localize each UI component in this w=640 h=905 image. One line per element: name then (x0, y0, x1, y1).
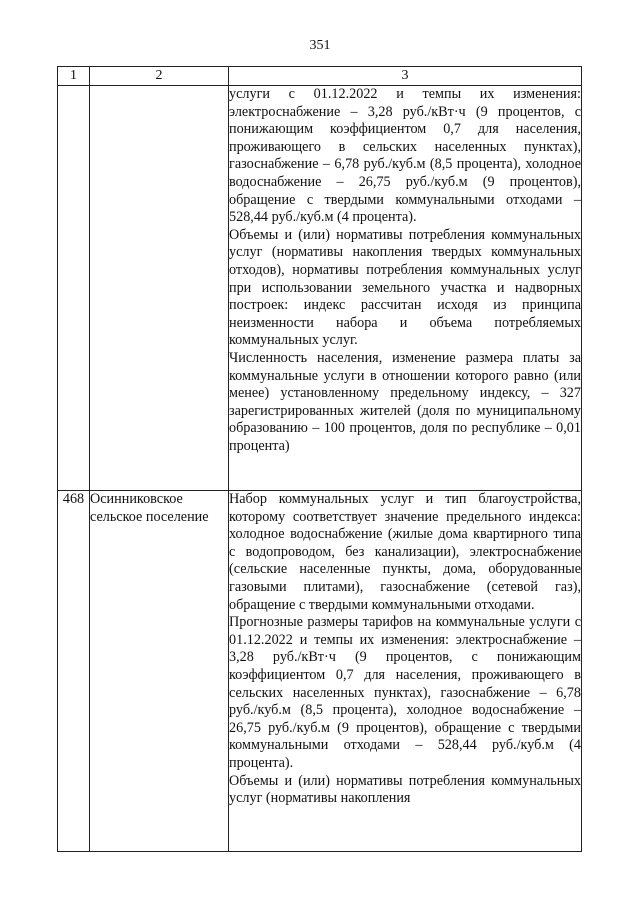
tariff-table (57, 66, 582, 852)
paragraph: Набор коммунальных услуг и тип благоустройства, которому соответствует значение предельного индекса: холодное водоснабжение (жилые дома квартирного типа с водопроводом, без канализации), электроснабжение (сельские населенные пункты, дома, оборудованные газовыми плитами), газоснабжение (сетевой газ), обращение с твердыми коммунальными отходами. (229, 491, 581, 613)
row-number: 468 (58, 491, 90, 852)
paragraph: Прогнозные размеры тарифов на коммунальные услуги с 01.12.2022 и темпы их изменения: электроснабжение – 3,28 руб./кВт·ч (9 процентов, с понижающим коэффициентом 0,7 для населения, проживающего в сельских населенных пунктах), газоснабжение – 6,78 руб./куб.м (8,5 процента), холодное водоснабжение – 26,75 руб./куб.м (9 процентов), обращение с твердыми коммунальными отходами – 528,44 руб./куб.м (4 процента). (229, 614, 581, 771)
column-header-1: 1 (58, 67, 90, 86)
paragraph: Объемы и (или) нормативы потребления коммунальных услуг (нормативы накопления (229, 772, 581, 807)
table-header-row (58, 67, 582, 86)
table-row (58, 491, 582, 852)
page-number: 351 (309, 38, 331, 53)
paragraph: Объемы и (или) нормативы потребления коммунальных услуг (нормативы накопления твердых коммунальных отходов), нормативы потребления коммунальных услуг при использовании земельного участка и надворных построек: индекс рассчитан исходя из принципа неизменности набора и объема потребляемых коммунальных услуг. (229, 226, 581, 349)
row-description (229, 86, 582, 491)
municipality-name (90, 86, 229, 491)
row-number (58, 86, 90, 491)
municipality-name: Осинниковское сельское поселение (90, 491, 229, 852)
column-header-2: 2 (90, 67, 229, 86)
row-description (229, 491, 582, 852)
column-header-3: 3 (229, 67, 582, 86)
paragraph: услуги с 01.12.2022 и темпы их изменения: электроснабжение – 3,28 руб./кВт·ч (9 процентов, с понижающим коэффициентом 0,7 для населения, проживающего в сельских населенных пунктах), газоснабжение – 6,78 руб./куб.м (8,5 процента), холодное водоснабжение – 26,75 руб./куб.м (9 процентов), обращение с твердыми коммунальными отходами – 528,44 руб./куб.м (4 процента). (229, 86, 581, 226)
paragraph: Численность населения, изменение размера платы за коммунальные услуги в отношении которого равно (или менее) установленному предельному индексу, – 327 зарегистрированных жителей (доля по муниципальному образованию – 100 процентов, доля по республике – 0,01 процента) (229, 349, 581, 454)
table-row (58, 86, 582, 491)
